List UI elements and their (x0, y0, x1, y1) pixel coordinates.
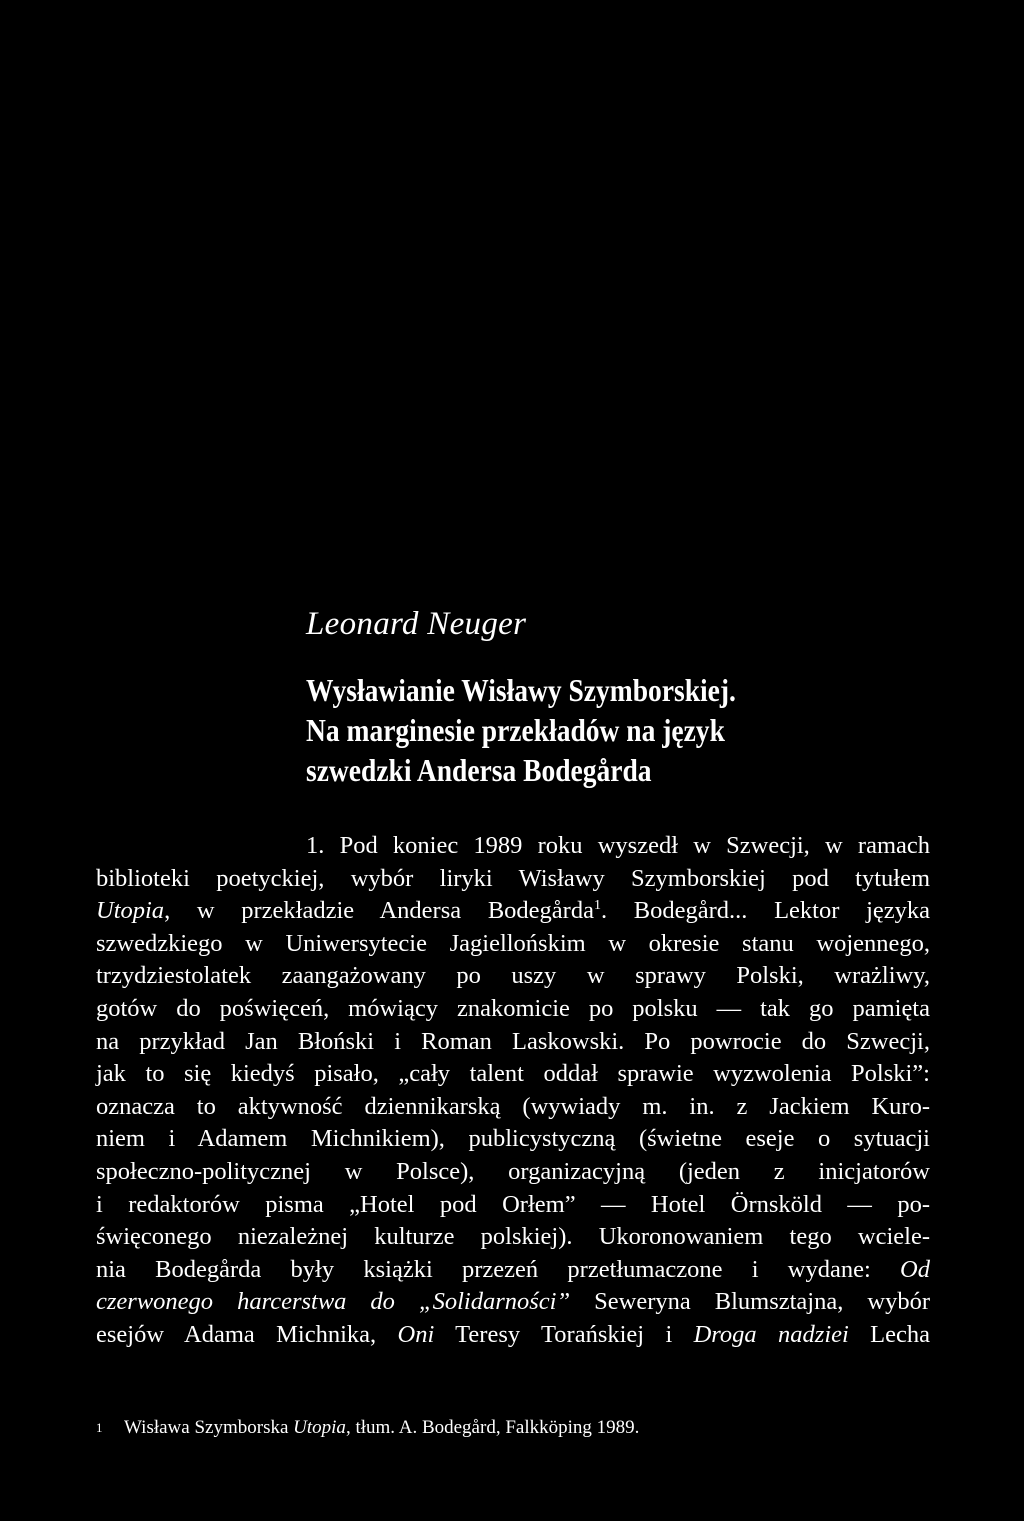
title-line-2: Na marginesie przekładów na język (306, 712, 725, 748)
body-line: szwedzkiego w Uniwersytecie Jagiellońskim w okresie stanu wojennego, (96, 929, 930, 957)
footnote-number: 1 (96, 1420, 103, 1435)
body-line: 1. Pod koniec 1989 roku wyszedł w Szwecji, w ramach (306, 832, 930, 859)
footnote-text: , tłum. A. Bodegård, Falkköping 1989. (345, 1417, 640, 1438)
title-line-3: szwedzki Andersa Bodegårda (306, 752, 652, 788)
body-line: i redaktorów pisma „Hotel pod Orłem” — Hotel Örnsköld — po- (96, 1190, 930, 1218)
book-title: Od (900, 1255, 930, 1283)
body-line: jak to się kiedyś pisało, „cały talent oddał sprawie wyzwolenia Polski”: (96, 1060, 930, 1088)
book-title: Droga nadziei (693, 1320, 849, 1348)
footnote-text: Wisława Szymborska (124, 1417, 294, 1438)
body-line: społeczno-politycznej w Polsce), organizacyjną (jeden z inicjatorów (96, 1157, 930, 1185)
body-text: , w przekładzie Andersa Bodegårda (164, 897, 594, 925)
book-title: czerwonego harcerstwa do „Solidarności” (96, 1288, 571, 1316)
body-line: gotów do poświęceń, mówiący znakomicie po polsku — tak go pamięta (96, 994, 930, 1022)
body-line: święconego niezależnej kulturze polskiej). Ukoronowaniem tego wciele- (96, 1223, 930, 1251)
body-line: oznacza to aktywność dziennikarską (wywiady m. in. z Jackiem Kuro- (96, 1092, 930, 1120)
footnote (96, 1416, 930, 1440)
title-line-1: Wysławianie Wisławy Szymborskiej. (306, 672, 736, 708)
article-title (306, 670, 1006, 790)
body-line: na przykład Jan Błoński i Roman Laskowski. Po powrocie do Szwecji, (96, 1027, 930, 1055)
body-line: trzydziestolatek zaangażowany po uszy w sprawy Polski, wrażliwy, (96, 962, 930, 990)
body-line: biblioteki poetyckiej, wybór liryki Wisławy Szymborskiej pod tytułem (96, 864, 930, 892)
body-line (96, 1254, 930, 1287)
article-body (96, 830, 930, 1352)
footnote-book-title: Utopia (293, 1417, 346, 1438)
book-title: Utopia (96, 897, 165, 925)
body-text: esejów Adama Michnika, (96, 1320, 398, 1348)
body-line (96, 895, 930, 928)
author-name: Leonard Neuger (306, 606, 527, 642)
body-line: niem i Adamem Michnikiem), publicystyczną (świetne eseje o sytuacji (96, 1125, 930, 1153)
body-text: Teresy Torańskiej i (434, 1320, 694, 1348)
body-line (96, 1319, 930, 1352)
body-text: Lecha (848, 1320, 931, 1348)
body-text: nia Bodegårda były książki przezeń przetłumaczone i wydane: (96, 1255, 901, 1283)
book-title: Oni (397, 1320, 435, 1348)
body-text: . Bodegård... Lektor języka (600, 897, 931, 925)
footnote-ref: 1 (593, 898, 601, 914)
body-line (96, 1286, 930, 1319)
body-text: Seweryna Blumsztajna, wybór (570, 1288, 930, 1316)
